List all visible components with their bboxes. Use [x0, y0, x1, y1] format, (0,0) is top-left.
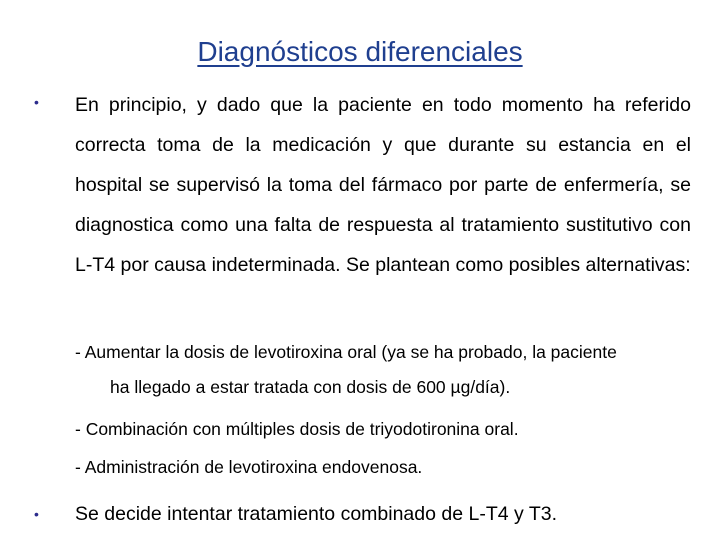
bullet-paragraph-1: En principio, y dado que la paciente en todo momento ha referido correcta toma de la medicación y que durante su estancia en el hospital se supervisó la toma del fármaco por parte de enfermería, se diagnostica como una falta de respuesta al tratamiento sustitutivo con L-T4 por causa indeterminada. Se plantean como posibles alternativas:	[75, 94, 691, 276]
sub-item-3: - Administración de levotiroxina endovenosa.	[75, 457, 423, 477]
sub-item-2: - Combinación con múltiples dosis de triyodotironina oral.	[75, 419, 519, 439]
bullet-marker: •	[34, 94, 39, 110]
slide-title: Diagnósticos diferenciales	[197, 36, 523, 67]
sub-item-1-line-1: - Aumentar la dosis de levotiroxina oral (ya se ha probado, la paciente	[75, 342, 617, 362]
bullet-marker: •	[34, 506, 39, 522]
sub-item-1-line-2: ha llegado a estar tratada con dosis de 600 µg/día).	[110, 377, 511, 397]
bullet-paragraph-2: Se decide intentar tratamiento combinado de L-T4 y T3.	[75, 503, 557, 525]
